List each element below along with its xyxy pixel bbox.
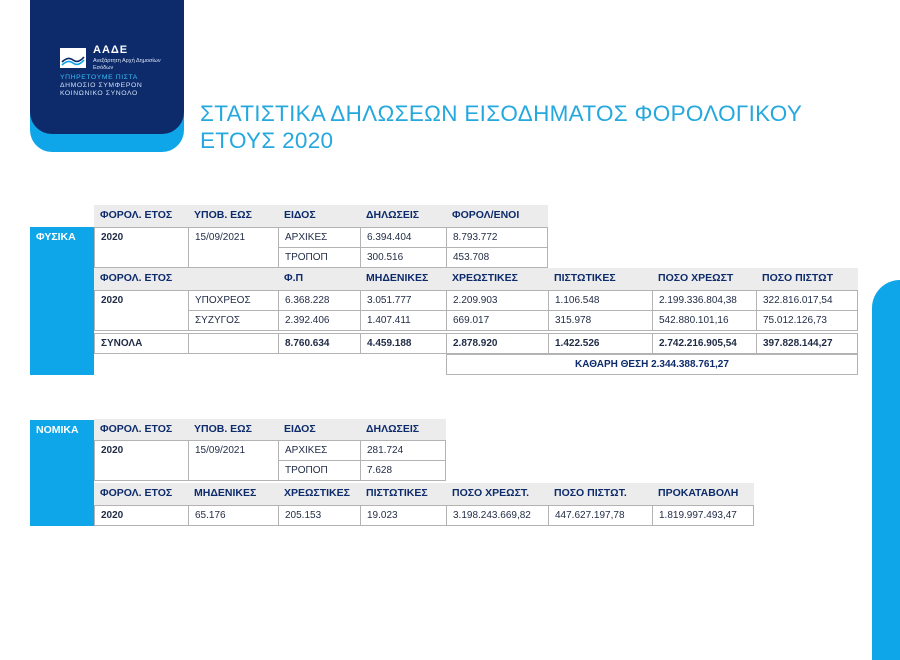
nomika-date-cell: 15/09/2021	[188, 440, 279, 481]
fysika-row2-role-2: ΣΥΖΥΓΟΣ	[188, 310, 279, 331]
nomika-h2-year: ΦΟΡΟΛ. ΕΤΟΣ	[94, 483, 188, 505]
fysika-h2-fp: Φ.Π	[278, 268, 360, 290]
page-title	[200, 100, 860, 154]
fysika-kind-2: ΤΡΟΠΟΠ	[278, 247, 361, 268]
nomika-row2-debit: 205.153	[278, 505, 361, 526]
fysika-totals-credit-amount: 397.828.144,27	[756, 333, 858, 354]
fysika-h2-year: ΦΟΡΟΛ. ΕΤΟΣ	[94, 268, 278, 290]
fysika-row2-credit-amount-2: 75.012.126,73	[756, 310, 858, 331]
fysika-totals-empty	[188, 333, 279, 354]
nomika-tag-strip	[30, 440, 94, 526]
nomika-row2-prepayment: 1.819.997.493,47	[652, 505, 754, 526]
fysika-row2-year: 2020	[94, 290, 189, 331]
fysika-row2-debit-amount-2: 542.880.101,16	[652, 310, 757, 331]
fysika-h2-credit: ΠΙΣΤΩΤΙΚΕΣ	[548, 268, 652, 290]
fysika-row2-credit-2: 315.978	[548, 310, 653, 331]
fysika-row2-credit-amount-1: 322.816.017,54	[756, 290, 858, 311]
fysika-row2-zero-2: 1.407.411	[360, 310, 447, 331]
fysika-totals-credit: 1.422.526	[548, 333, 653, 354]
fysika-row2-debit-amount-1: 2.199.336.804,38	[652, 290, 757, 311]
fysika-tag-strip	[30, 247, 94, 375]
fysika-taxp-2: 453.708	[446, 247, 548, 268]
fysika-row2-zero-1: 3.051.777	[360, 290, 447, 311]
fysika-decl-1: 6.394.404	[360, 227, 447, 248]
fysika-decl-2: 300.516	[360, 247, 447, 268]
logo-name: ΑΑΔΕ	[93, 44, 129, 56]
slogan	[60, 74, 170, 97]
nomika-h1-deadline: ΥΠΟΒ. ΕΩΣ	[188, 419, 278, 440]
nomika-decl-1: 281.724	[360, 440, 446, 461]
fysika-h2-debit: ΧΡΕΩΣΤΙΚΕΣ	[446, 268, 548, 290]
fysika-net-position: ΚΑΘΑΡΗ ΘΕΣΗ 2.344.388.761,27	[446, 354, 858, 375]
nomika-row2-zero: 65.176	[188, 505, 279, 526]
fysika-h1-deadline: ΥΠΟΒ. ΕΩΣ	[188, 205, 278, 227]
nomika-h2-credit: ΠΙΣΤΩΤΙΚΕΣ	[360, 483, 446, 505]
page-title-line-1: ΣΤΑΤΙΣΤΙΚΑ ΔΗΛΩΣΕΩΝ ΕΙΣΟΔΗΜΑΤΟΣ ΦΟΡΟΛΟΓΙΚΟΥ	[200, 101, 803, 126]
fysika-h1-declarations: ΔΗΛΩΣΕΙΣ	[360, 205, 446, 227]
nomika-h1-kind: ΕΙΔΟΣ	[278, 419, 360, 440]
fysika-row2-debit-2: 669.017	[446, 310, 549, 331]
nomika-row2-year: 2020	[94, 505, 189, 526]
nomika-row2-credit-amount: 447.627.197,78	[548, 505, 653, 526]
fysika-h2-zero: ΜΗΔΕΝΙΚΕΣ	[360, 268, 446, 290]
fysika-totals-debit: 2.878.920	[446, 333, 549, 354]
fysika-totals-zero: 4.459.188	[360, 333, 447, 354]
nomika-h2-zero: ΜΗΔΕΝΙΚΕΣ	[188, 483, 278, 505]
nomika-h1-declarations: ΔΗΛΩΣΕΙΣ	[360, 419, 446, 440]
slogan-line-2: ΔΗΜΟΣΙΟ ΣΥΜΦΕΡΟΝ	[60, 81, 143, 89]
nomika-h1-year: ΦΟΡΟΛ. ΕΤΟΣ	[94, 419, 188, 440]
fysika-taxp-1: 8.793.772	[446, 227, 548, 248]
nomika-row2-credit: 19.023	[360, 505, 447, 526]
nomika-decl-2: 7.628	[360, 460, 446, 481]
fysika-row2-fp-2: 2.392.406	[278, 310, 361, 331]
slogan-line-3: ΚΟΙΝΩΝΙΚΟ ΣΥΝΟΛΟ	[60, 89, 138, 97]
fysika-kind-1: ΑΡΧΙΚΕΣ	[278, 227, 361, 248]
nomika-kind-2: ΤΡΟΠΟΠ	[278, 460, 361, 481]
fysika-totals-debit-amount: 2.742.216.905,54	[652, 333, 757, 354]
page-title-line-2: ΕΤΟΥΣ 2020	[200, 128, 334, 153]
fysika-h1-kind: ΕΙΔΟΣ	[278, 205, 360, 227]
fysika-date-cell: 15/09/2021	[188, 227, 279, 268]
nomika-tag: ΝΟΜΙΚΑ	[30, 420, 94, 440]
fysika-row2-credit-1: 1.106.548	[548, 290, 653, 311]
nomika-h2-debit-amount: ΠΟΣΟ ΧΡΕΩΣΤ.	[446, 483, 548, 505]
slogan-line-1: ΥΠΗΡΕΤΟΥΜΕ ΠΙΣΤΑ	[60, 74, 138, 81]
fysika-h2-credit-amount: ΠΟΣΟ ΠΙΣΤΩΤ	[756, 268, 858, 290]
fysika-totals-fp: 8.760.634	[278, 333, 361, 354]
nomika-row2-debit-amount: 3.198.243.669,82	[446, 505, 549, 526]
logo-subtitle: Ανεξάρτητη Αρχή Δημοσίων Εσόδων	[93, 58, 161, 71]
nomika-h2-credit-amount: ΠΟΣΟ ΠΙΣΤΩΤ.	[548, 483, 652, 505]
fysika-row2-role-1: ΥΠΟΧΡΕΟΣ	[188, 290, 279, 311]
fysika-h1-taxpayers: ΦΟΡΟΛ/ΕΝΟΙ	[446, 205, 548, 227]
fysika-row2-debit-1: 2.209.903	[446, 290, 549, 311]
nomika-h2-prepayment: ΠΡΟΚΑΤΑΒΟΛΗ	[652, 483, 754, 505]
fysika-row2-fp-1: 6.368.228	[278, 290, 361, 311]
aade-logo-icon	[60, 48, 86, 68]
fysika-tag: ΦΥΣΙΚΑ	[30, 227, 94, 247]
fysika-year-cell: 2020	[94, 227, 189, 268]
nomika-year-cell: 2020	[94, 440, 189, 481]
nomika-kind-1: ΑΡΧΙΚΕΣ	[278, 440, 361, 461]
nomika-h2-debit: ΧΡΕΩΣΤΙΚΕΣ	[278, 483, 360, 505]
fysika-h1-year: ΦΟΡΟΛ. ΕΤΟΣ	[94, 205, 188, 227]
fysika-totals-label: ΣΥΝΟΛΑ	[94, 333, 189, 354]
fysika-h2-debit-amount: ΠΟΣΟ ΧΡΕΩΣΤ	[652, 268, 756, 290]
decorative-side-bar	[872, 280, 900, 660]
